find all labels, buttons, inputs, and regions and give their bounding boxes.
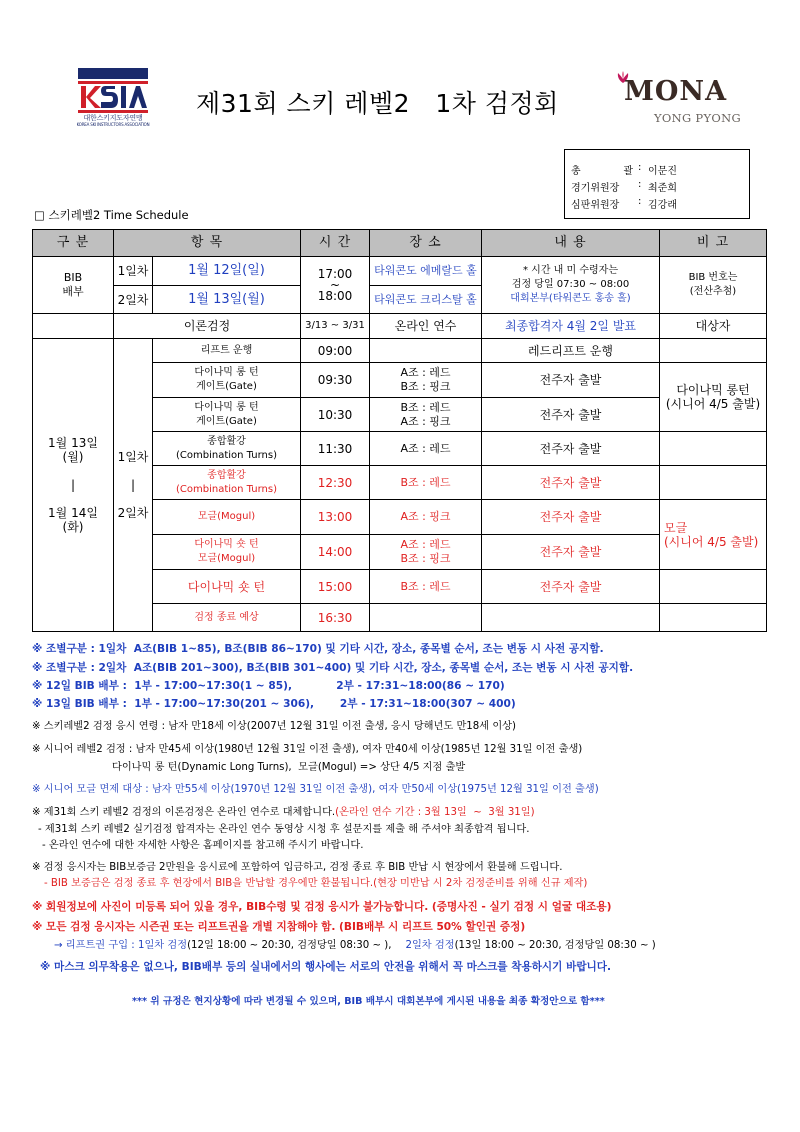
event-time: 09:30 (301, 363, 370, 398)
bib-day1-date: 1월 12일(일) (153, 257, 301, 286)
note-line (54, 936, 656, 951)
mona-logo-sub: YONG PYONG (654, 111, 741, 125)
schedule-title: □ 스키레벨2 Time Schedule (34, 208, 189, 222)
theory-time: 3/13 ~ 3/31 (301, 314, 370, 339)
event-item: 다이나믹 숏 턴 (153, 570, 301, 604)
event-note (660, 570, 767, 604)
note-line: ※ 시니어 레벨2 검정 : 남자 만45세 이상(1980년 12월 31일 이전 출생), 여자 만40세 이상(1985년 12월 31일 이전 출생) (32, 744, 583, 755)
event-content: 전주자 출발 (482, 535, 660, 570)
event-note (660, 466, 767, 500)
header-time: 시 간 (301, 230, 370, 257)
note-line (44, 874, 587, 889)
event-content: 전주자 출발 (482, 500, 660, 535)
header-note: 비 고 (660, 230, 767, 257)
note-line: ※ 검정 응시자는 BIB보증금 2만원을 응시료에 포함하여 입금하고, 검정 종료 후 BIB 반납 시 현장에서 환불해 드립니다. (32, 862, 563, 873)
note-line: ※ 조별구분 : 1일차 A조(BIB 1~85), B조(BIB 86~170) 및 기타 시간, 장소, 종목별 순서, 조는 변동 시 사전 공지함. (32, 643, 604, 655)
bib-time-tilde: ~ (329, 278, 341, 292)
event-note-senior-long (660, 363, 767, 432)
event-item (153, 535, 301, 570)
date-line4: (화) (62, 520, 84, 534)
bib-note-line1: BIB 번호는 (688, 272, 738, 283)
theory-note: 대상자 (660, 314, 767, 339)
event-time: 14:00 (301, 535, 370, 570)
event-place-line2: B조 : 핑크 (400, 552, 451, 565)
table-header-row (33, 230, 767, 257)
event-item-line1: 다이나믹 롱 턴 (194, 367, 259, 378)
event-place (370, 535, 482, 570)
bib-time (301, 257, 370, 314)
note-line-part: (13일 18:00 ~ 20:30, 검정당일 08:30 ~ ) (454, 940, 656, 951)
theory-place: 온라인 연수 (370, 314, 482, 339)
official-colon: : (638, 162, 642, 173)
event-place: B조 : 레드 (370, 570, 482, 604)
event-content: 전주자 출발 (482, 466, 660, 500)
note-line: ※ 조별구분 : 2일차 A조(BIB 201~300), B조(BIB 301~400) 및 기타 시간, 장소, 종목별 순서, 조는 변동 시 사전 공지함. (32, 662, 634, 674)
bib-label (33, 257, 114, 314)
event-time: 11:30 (301, 432, 370, 466)
event-time: 13:00 (301, 500, 370, 535)
day-sep: | (130, 478, 136, 492)
note-line: ※ 마스크 의무착용은 없으나, BIB배부 등의 실내에서의 행사에는 서로의 안전을 위해서 꼭 마스크를 착용하시기 바랍니다. (40, 961, 612, 973)
event-item-line2: (Combination Turns) (176, 483, 277, 495)
event-content: 레드리프트 운행 (482, 339, 660, 363)
note-line: - 제31회 스키 레벨2 실기검정 합격자는 온라인 연수 동영상 시청 후 설문지를 제출 해 주셔야 최종합격 됩니다. (38, 824, 530, 835)
date-sep: | (70, 478, 76, 492)
official-value: 김강래 (648, 200, 677, 211)
event-note (660, 339, 767, 363)
event-item-line1: 종합활강 (207, 469, 246, 481)
bib-place1: 타워콘도 에메랄드 홀 (370, 257, 482, 286)
official-row (565, 196, 749, 212)
event-time: 12:30 (301, 466, 370, 500)
event-note (660, 604, 767, 632)
bib-day1: 1일차 (114, 257, 153, 286)
bib-day2: 2일차 (114, 286, 153, 314)
bib-content-line2: 검정 당일 07:30 ~ 08:00 (511, 279, 630, 290)
theory-item: 이론검정 (114, 314, 301, 339)
mona-logo: MONA (624, 76, 728, 107)
note-a-line2: (시니어 4/5 출발) (665, 397, 761, 411)
event-place (370, 398, 482, 432)
date-line3: 1월 14일 (48, 506, 98, 520)
header-item: 항 목 (114, 230, 301, 257)
header-content: 내 용 (482, 230, 660, 257)
note-line-part: (현장 미반납 시 2차 검정준비를 위해 신규 제작) (373, 878, 588, 889)
event-item (153, 363, 301, 398)
event-content: 전주자 출발 (482, 363, 660, 398)
official-row (565, 162, 749, 178)
event-note (660, 432, 767, 466)
event-item: 모글(Mogul) (153, 500, 301, 535)
event-item-line1: 종합활강 (207, 435, 246, 447)
event-content: 전주자 출발 (482, 398, 660, 432)
event-item-line2: (Combination Turns) (176, 449, 277, 461)
bib-content-line3: 대회본부(타워콘도 홍송 홀) (510, 293, 631, 304)
official-colon: : (638, 196, 642, 207)
event-place-line1: A조 : 레드 (400, 538, 451, 551)
official-label: 총 괄 (571, 166, 633, 177)
note-line-part: - BIB 보증금은 검정 종료 후 현장에서 BIB을 반납할 경우에만 환불됩니다. (44, 878, 374, 889)
event-time: 10:30 (301, 398, 370, 432)
event-item (153, 466, 301, 500)
bib-day2-date: 1월 13일(월) (153, 286, 301, 314)
official-value: 이문진 (648, 166, 677, 177)
note-b-line1: 모글 (664, 520, 688, 535)
bib-note (660, 257, 767, 314)
event-item (153, 398, 301, 432)
event-time: 09:00 (301, 339, 370, 363)
event-content: 전주자 출발 (482, 432, 660, 466)
event-place-line1: A조 : 레드 (400, 366, 451, 379)
event-item: 검정 종료 예상 (153, 604, 301, 632)
ksia-caption-ko: 대한스키지도자연맹 (83, 114, 143, 122)
theory-row (33, 314, 767, 339)
bib-row-day1 (33, 257, 767, 286)
event-row-lift (33, 339, 767, 363)
event-time: 16:30 (301, 604, 370, 632)
event-item-line2: 게이트(Gate) (196, 415, 257, 427)
note-line: - 온라인 연수에 대한 자세한 사항은 홈페이지를 참고해 주시기 바랍니다. (42, 840, 364, 851)
event-days (114, 339, 153, 632)
event-item-line1: 다이나믹 숏 턴 (194, 539, 259, 550)
note-line: ※ 스키레벨2 검정 응시 연령 : 남자 만18세 이상(2007년 12월 31일 이전 출생, 응시 당해년도 만18세 이상) (32, 721, 516, 732)
note-line-part: (12일 18:00 ~ 20:30, 검정당일 08:30 ~ ), (187, 940, 392, 951)
official-colon: : (638, 179, 642, 190)
note-line (32, 803, 535, 818)
event-item (153, 432, 301, 466)
event-place-line2: A조 : 핑크 (400, 414, 451, 428)
header-category: 구 분 (33, 230, 114, 257)
note-line: ※ 모든 검정 응시자는 시즌권 또는 리프트권을 개별 지참해야 함. (BIB배부 시 리프트 50% 할인권 증정) (32, 921, 526, 933)
event-place (370, 339, 482, 363)
event-place-line1: B조 : 레드 (400, 400, 451, 414)
date-line2: (월) (62, 450, 84, 464)
ksia-logo-caption (70, 115, 156, 127)
official-label: 심판위원장 (571, 200, 620, 211)
ksia-caption-en: KOREA SKI INSTRUCTORS ASSOCIATION (76, 122, 150, 127)
event-place: A조 : 핑크 (370, 500, 482, 535)
event-place (370, 363, 482, 398)
official-value: 최준희 (648, 183, 677, 194)
day-line1: 1일차 (117, 450, 149, 464)
event-place-line2: B조 : 핑크 (400, 380, 451, 393)
event-item-line2: 모글(Mogul) (197, 553, 256, 564)
event-note-senior-mogul (660, 500, 767, 570)
theory-content: 최종합격자 4월 2일 발표 (482, 314, 660, 339)
event-place: A조 : 레드 (370, 432, 482, 466)
event-item: 리프트 운행 (153, 339, 301, 363)
event-place: B조 : 레드 (370, 466, 482, 500)
bib-place2: 타워콘도 크리스탈 홀 (370, 286, 482, 314)
note-b-line2: (시니어 4/5 출발) (664, 534, 759, 549)
bib-time-start: 17:00 (317, 267, 353, 281)
header-place: 장 소 (370, 230, 482, 257)
note-line-part: → 리프트권 구입 : 1일차 검정 (54, 940, 188, 951)
event-content: 전주자 출발 (482, 570, 660, 604)
event-item-line2: 게이트(Gate) (196, 381, 257, 392)
event-dates (33, 339, 114, 632)
event-time: 15:00 (301, 570, 370, 604)
event-item-line1: 다이나믹 롱 턴 (194, 401, 259, 413)
note-line-part: ※ 제31회 스키 레벨2 검정의 이론검정은 온라인 연수로 대체합니다. (32, 807, 336, 818)
note-line: ※ 12일 BIB 배부 : 1부 - 17:00~17:30(1 ~ 85), 2부 - 17:31~18:00(86 ~ 170) (32, 680, 505, 692)
theory-spacer (33, 314, 114, 339)
event-place (370, 604, 482, 632)
note-line-part: 2일차 검정 (405, 940, 455, 951)
note-a-line1: 다이나믹 롱턴 (676, 383, 750, 397)
note-line: *** 위 규정은 현지상황에 따라 변경될 수 있으며, BIB 배부시 대회본부에 게시된 내용을 최종 확정안으로 함*** (132, 996, 605, 1007)
date-line1: 1월 13일 (48, 436, 98, 450)
note-line-part: (온라인 연수 기간 : 3월 13일 ~ 3월 31일) (335, 807, 535, 818)
bib-note-line2: (전산추첨) (689, 286, 737, 297)
note-line: ※ 회원정보에 사진이 미등록 되어 있을 경우, BIB수령 및 검정 응시가 불가능합니다. (증명사진 - 실기 검정 시 얼굴 대조용) (32, 901, 612, 913)
bib-content-line1: * 시간 내 미 수령자는 (523, 265, 618, 276)
note-line: 다이나믹 롱 턴(Dynamic Long Turns), 모글(Mogul) => 상단 4/5 지점 출발 (112, 762, 466, 773)
bib-label-line2: 배부 (62, 285, 84, 298)
bib-time-end: 18:00 (317, 289, 353, 303)
page-title: 제31회 스키 레벨2 1차 검정회 (196, 89, 559, 118)
official-label: 경기위원장 (571, 183, 620, 194)
day-line2: 2일차 (117, 506, 149, 520)
officials-box (564, 149, 750, 219)
bib-content (482, 257, 660, 314)
official-row (565, 179, 749, 195)
event-content (482, 604, 660, 632)
bib-label-line1: BIB (63, 271, 83, 284)
schedule-table (32, 229, 767, 632)
note-line: ※ 시니어 모글 면제 대상 : 남자 만55세 이상(1970년 12월 31일 이전 출생), 여자 만50세 이상(1975년 12월 31일 이전 출생) (32, 784, 599, 795)
note-line: ※ 13일 BIB 배부 : 1부 - 17:00~17:30(201 ~ 306), 2부 - 17:31~18:00(307 ~ 400) (32, 698, 516, 710)
